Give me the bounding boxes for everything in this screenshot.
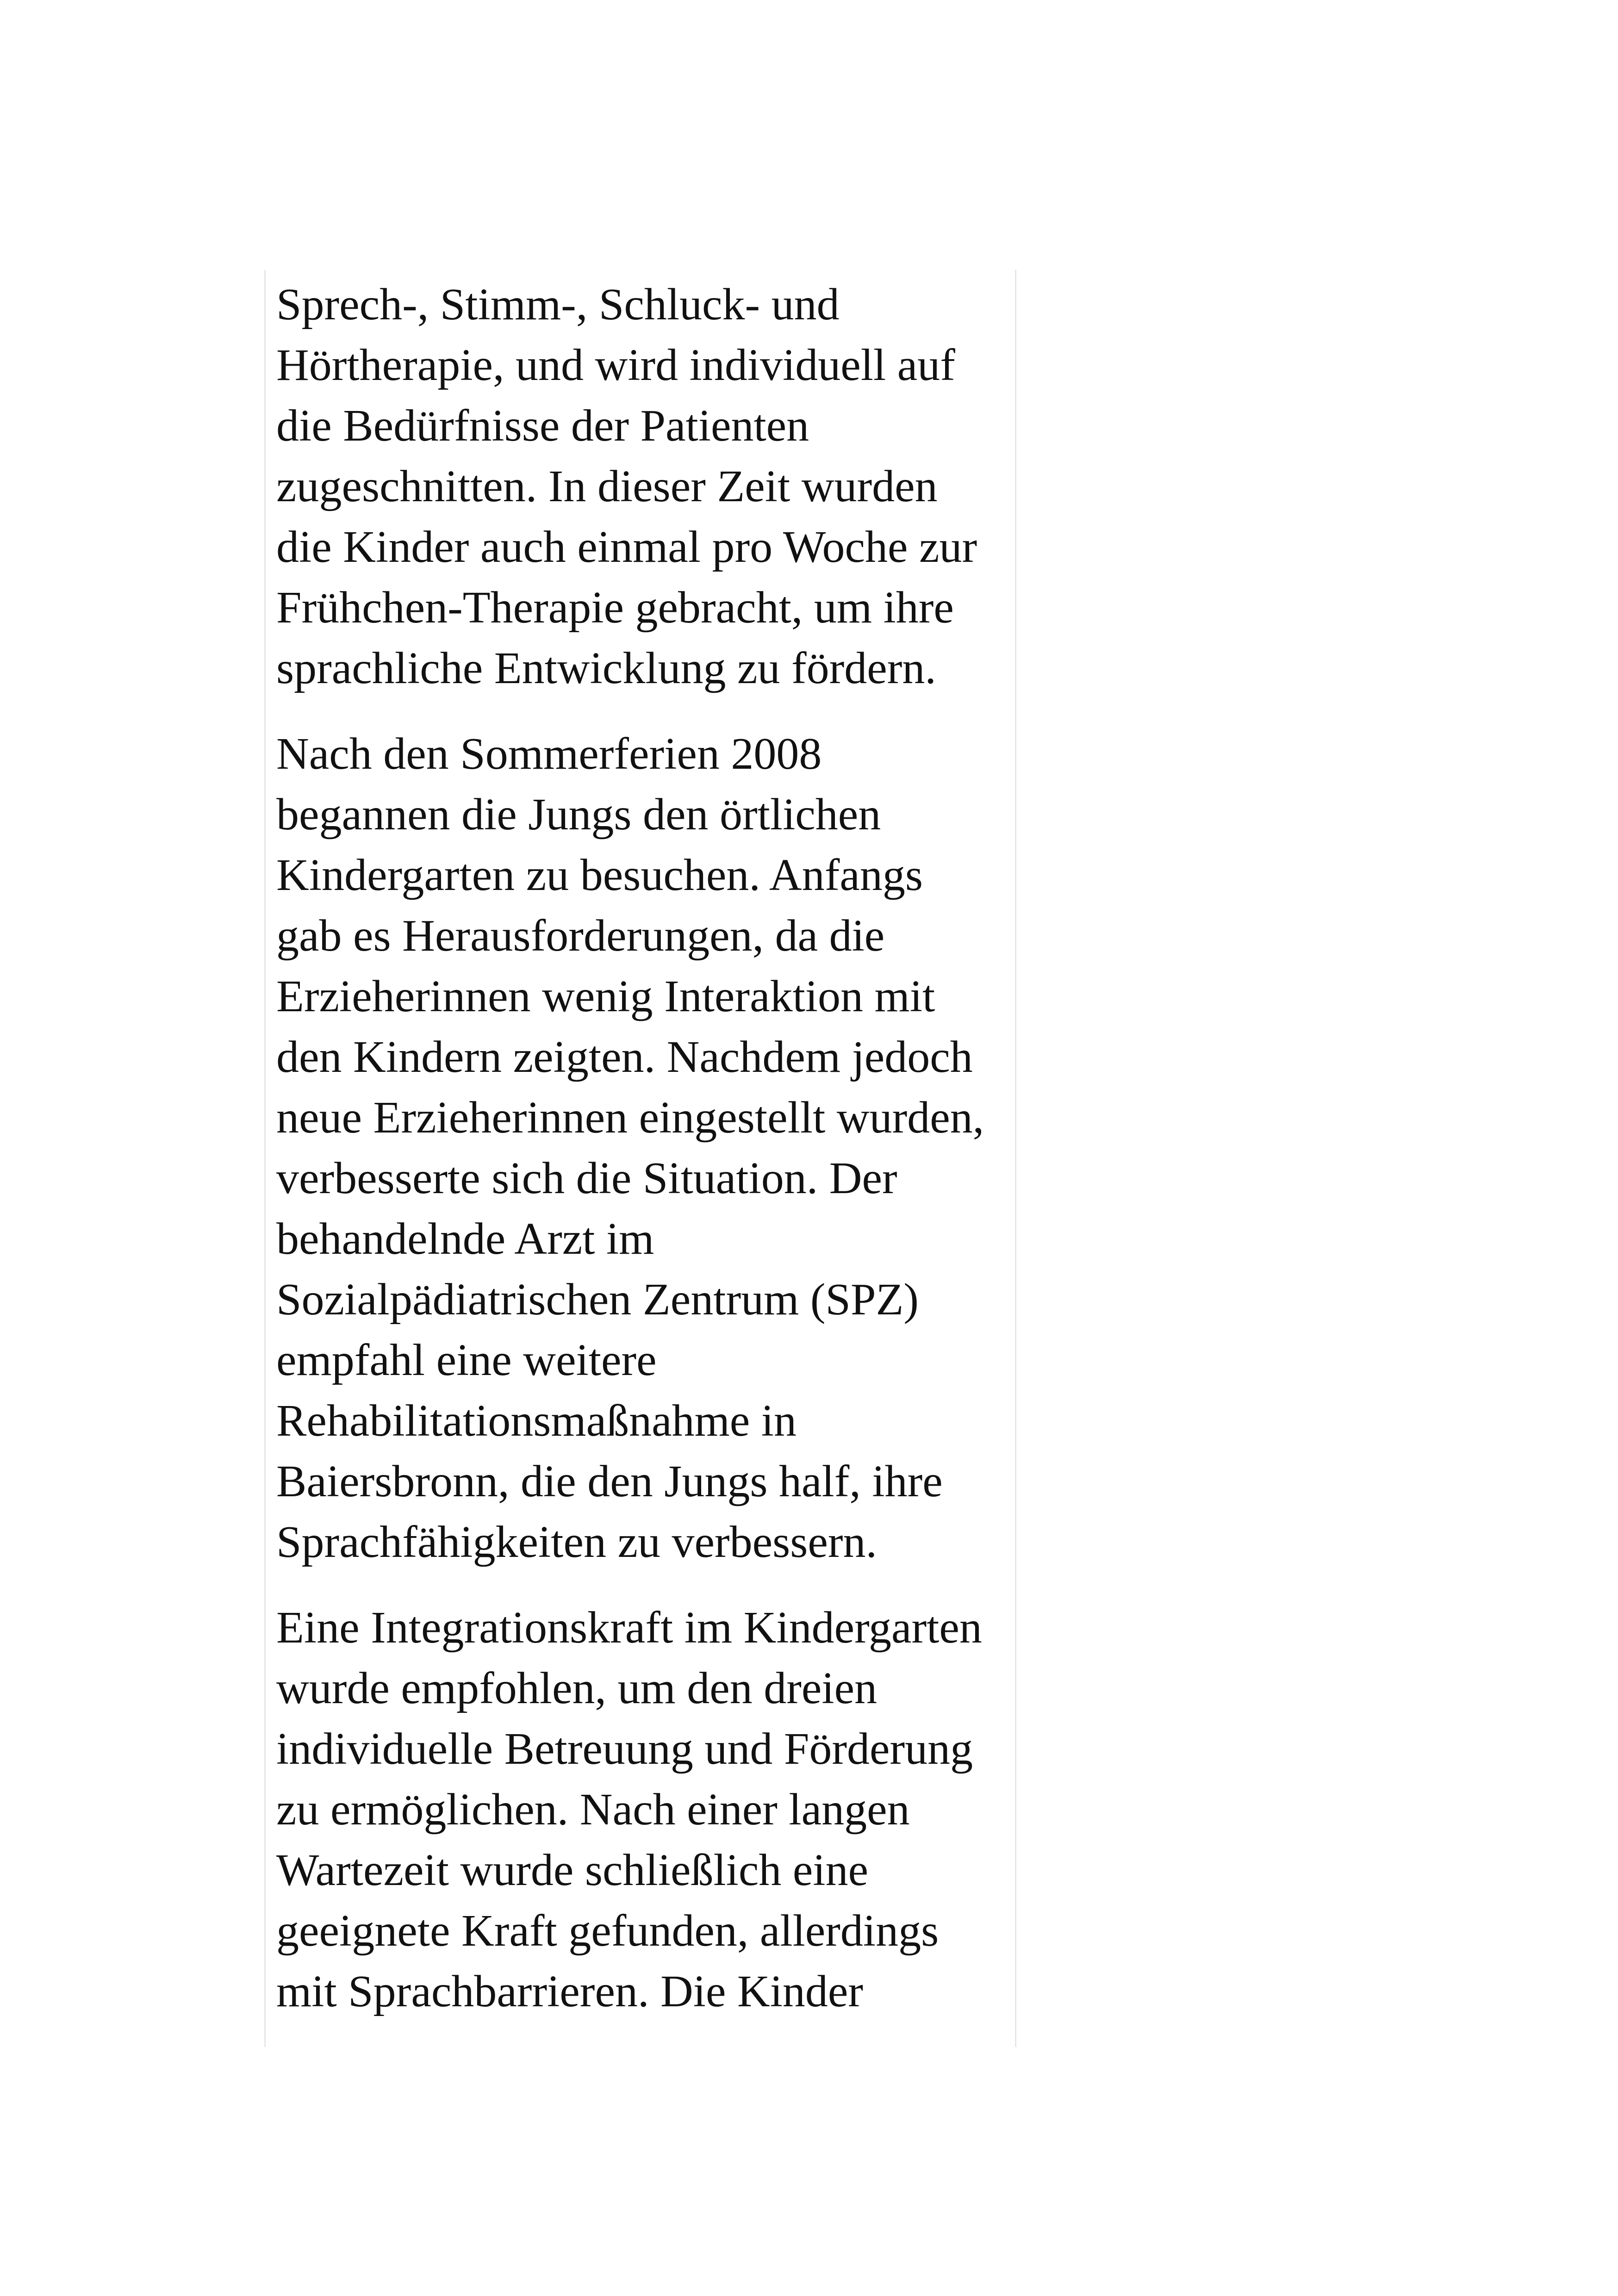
paragraph bbox=[276, 1598, 1026, 2022]
text-line: individuelle Betreuung und Förderung bbox=[276, 1724, 973, 1774]
text-line: Sprech-, Stimm-, Schluck- und bbox=[276, 280, 840, 330]
text-line: verbesserte sich die Situation. Der bbox=[276, 1153, 897, 1203]
text-line: Sprachfähigkeiten zu verbessern. bbox=[276, 1517, 877, 1567]
text-line: zu ermöglichen. Nach einer langen bbox=[276, 1785, 910, 1835]
text-line: Hörtherapie, und wird individuell auf bbox=[276, 340, 955, 390]
document-body bbox=[276, 274, 1026, 2022]
paragraph bbox=[276, 724, 1026, 1573]
text-line: neue Erzieherinnen eingestellt wurden, bbox=[276, 1093, 984, 1143]
text-line: Kindergarten zu besuchen. Anfangs bbox=[276, 850, 923, 900]
text-line: zugeschnitten. In dieser Zeit wurden bbox=[276, 461, 938, 511]
text-line: mit Sprachbarrieren. Die Kinder bbox=[276, 1966, 864, 2016]
text-line: behandelnde Arzt im bbox=[276, 1214, 654, 1264]
text-line: Baiersbronn, die den Jungs half, ihre bbox=[276, 1456, 943, 1506]
text-line: geeignete Kraft gefunden, allerdings bbox=[276, 1906, 939, 1956]
text-line: begannen die Jungs den örtlichen bbox=[276, 790, 881, 840]
text-line: Nach den Sommerferien 2008 bbox=[276, 729, 822, 779]
text-line: Frühchen-Therapie gebracht, um ihre bbox=[276, 583, 954, 633]
text-line: die Kinder auch einmal pro Woche zur bbox=[276, 522, 977, 572]
text-line: den Kindern zeigten. Nachdem jedoch bbox=[276, 1032, 973, 1082]
text-line: Sozialpädiatrischen Zentrum (SPZ) bbox=[276, 1275, 919, 1325]
text-line: Wartezeit wurde schließlich eine bbox=[276, 1845, 869, 1895]
paragraph bbox=[276, 274, 1026, 699]
text-line: Eine Integrationskraft im Kindergarten bbox=[276, 1603, 982, 1653]
text-line: sprachliche Entwicklung zu fördern. bbox=[276, 643, 936, 693]
text-line: Rehabilitationsmaßnahme in bbox=[276, 1396, 797, 1446]
text-line: wurde empfohlen, um den dreien bbox=[276, 1663, 877, 1713]
text-line: gab es Herausforderungen, da die bbox=[276, 911, 885, 961]
text-line: empfahl eine weitere bbox=[276, 1335, 657, 1385]
text-column bbox=[264, 270, 1016, 2047]
text-line: Erzieherinnen wenig Interaktion mit bbox=[276, 971, 935, 1021]
text-line: die Bedürfnisse der Patienten bbox=[276, 401, 809, 451]
